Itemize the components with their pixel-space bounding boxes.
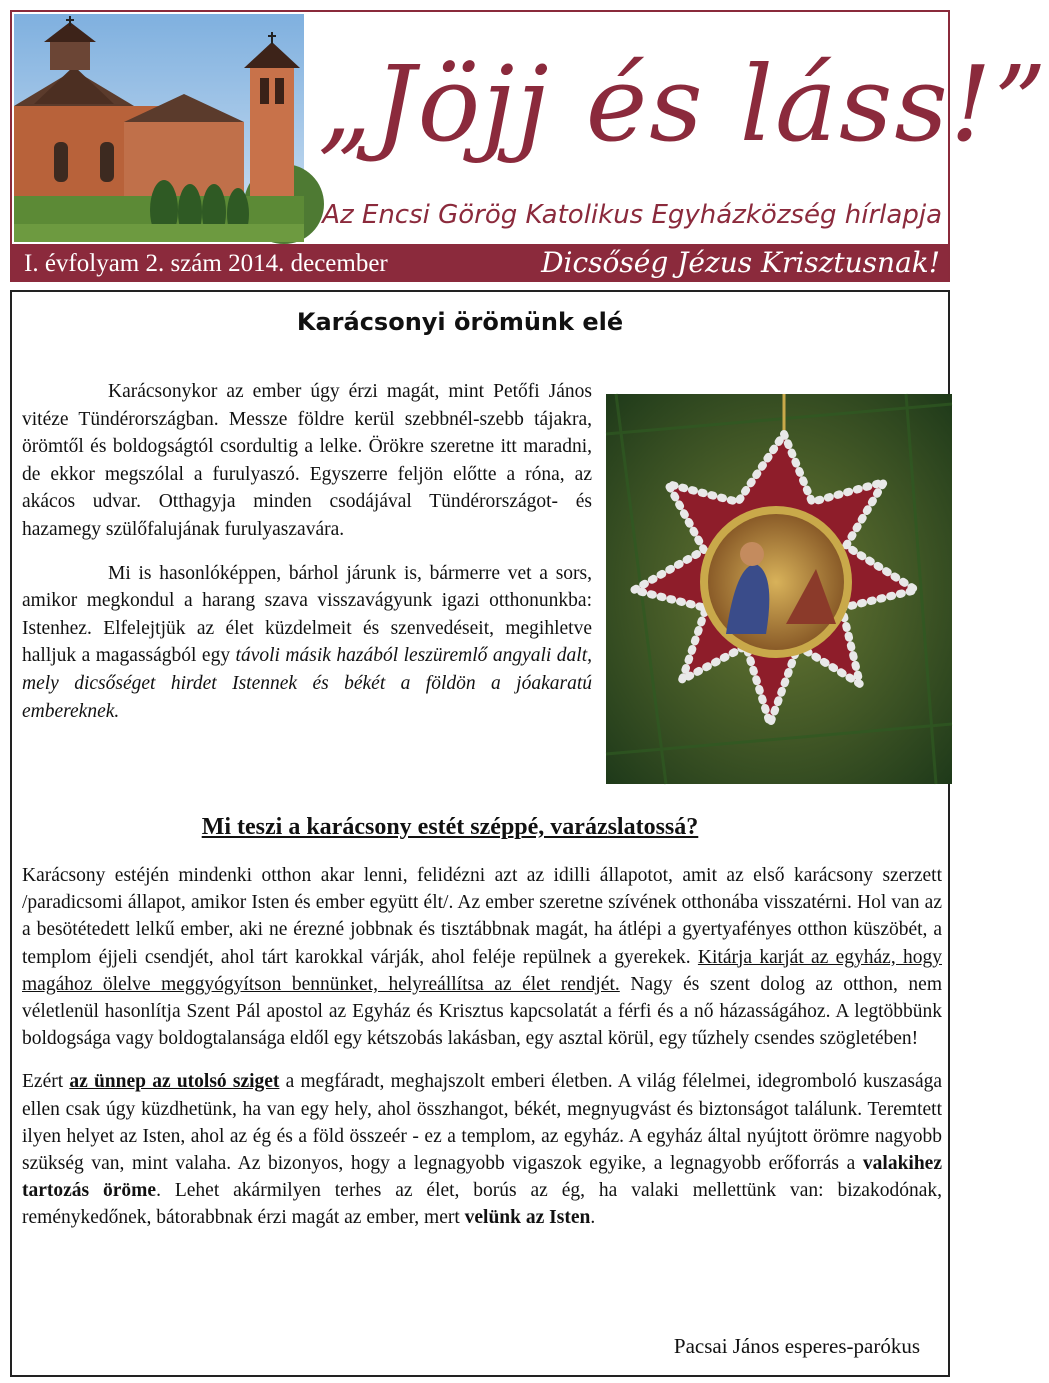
paragraph-4: [22, 1068, 942, 1231]
paragraph-2-italic: távoli másik hazából leszüremlő angyali dalt, mely dicsőséget hirdet Istennek és békét a földön a jóakaratú embereknek.: [22, 645, 592, 722]
paragraph-4-bold-2: velünk az Isten: [464, 1207, 591, 1229]
christmas-ornament-photo: [606, 394, 952, 784]
paragraph-4-text-mid: a megfáradt, meghajszolt emberi életben. A világ félelmei, idegromboló kuszasága ellen csak úgy küzdhetünk, ha van egy hely, ahol összhangot, békét, megnyugvást és biztonságot találunk. Teremtett ilyen helyet az Isten, ahol az ég és a föld összeér - ez a templom, az egyház. A egyház által nyújtott örömre nagyobb szükség van, mint valaha. Az bizonyos, hogy a legnagyobb vigaszok egyike, a legnagyobb erőforrás a: [22, 1071, 943, 1175]
paragraph-3: [22, 862, 942, 1052]
newsletter-subtitle: Az Encsi Görög Katolikus Egyházközség hírlapja: [322, 200, 942, 230]
newsletter-title: „Jöjj és láss!”: [318, 43, 1049, 165]
masthead: [10, 10, 1049, 282]
paragraph-2: [22, 560, 592, 726]
paragraph-4-emphasis: az ünnep az utolsó sziget: [69, 1071, 280, 1093]
paragraph-4-text: Ezért: [22, 1071, 70, 1093]
paragraph-4-text-end: .: [590, 1207, 596, 1229]
section-title: Mi teszi a karácsony estét széppé, varázslatossá?: [201, 814, 699, 840]
signature: Pacsai János esperes-parókus: [673, 1334, 920, 1358]
content-frame: [10, 290, 950, 1377]
body-text: [22, 862, 942, 1248]
article-title: Karácsonyi örömünk elé: [296, 308, 624, 336]
paragraph-3-underlined: Kitárja karját az egyház, hogy magához ölelve meggyógyítson bennünket, helyreállítsa az élet rendjét.: [22, 946, 942, 995]
paragraph-2-text: Mi is hasonlóképpen, bárhol járunk is, bármerre vet a sors, amikor megkondul a harang szava visszavágyunk igazi otthonunkba: Istenhez. Elfelejtjük az élet küzdelmeit és szenvedéseit, megihletve halljuk a magasságból egy: [22, 562, 592, 667]
newsletter-page: [6, 6, 1049, 1377]
motto: Dicsőség Jézus Krisztusnak!: [541, 246, 940, 279]
church-photo: [14, 14, 304, 242]
intro-column: [22, 378, 592, 741]
paragraph-1: Karácsonykor az ember úgy érzi magát, mint Petőfi János vitéze Tündérországban. Messze földre kerül szebbnél-szebb tájakra, örömtől és boldogságtól csordultig a lelke. Örökre szeretne itt maradni, de ekkor megszólal a furulyaszó. Egyszerre feljön előtte a róna, az akácos udvar. Otthagyja minden csodájával Tündérországot- és hazamegy szülőfalujának furulyaszavára.: [22, 381, 592, 540]
paragraph-4-bold-1: valakihez tartozás öröme: [22, 1153, 942, 1202]
paragraph-4-text-late: . Lehet akármilyen terhes az élet, borús az ég, ha valaki mellettünk van: bizakodónak, reménykedőnek, bátorabbnak érzi magát az ember, mert: [22, 1180, 942, 1229]
paragraph-3-text-end: Nagy és szent dolog az otthon, nem véletlenül hasonlítja Szent Pál apostol az Egyház és Krisztus kapcsolatát a férfi és a nő házasságához. A legtöbbünk boldogsága vagy boldogtalansága eldől egy kétszobás lakásban, egy asztal körül, egy tűzhely csendes szögletében!: [22, 973, 943, 1050]
issue-band: [12, 244, 948, 282]
issue-info: I. évfolyam 2. szám 2014. december: [24, 250, 388, 277]
paragraph-3-text: Karácsony estéjén mindenki otthon akar lenni, felidézni azt az idilli állapotot, amit az első karácsony szerzett /paradicsomi állapot, amikor Isten és ember együtt élt/. Az ember szeretne szívének otthonába visszatérni. Hol van az a besötétedett lelkű ember, aki ne érezné jobbnak és tisztábbnak magát, ha átlépi a gyertyafényes otthon küszöbét, a templom éjjeli csendjét, ahol tárt karokkal várják, ahol feléje repülnek a gyerekek.: [22, 865, 942, 968]
